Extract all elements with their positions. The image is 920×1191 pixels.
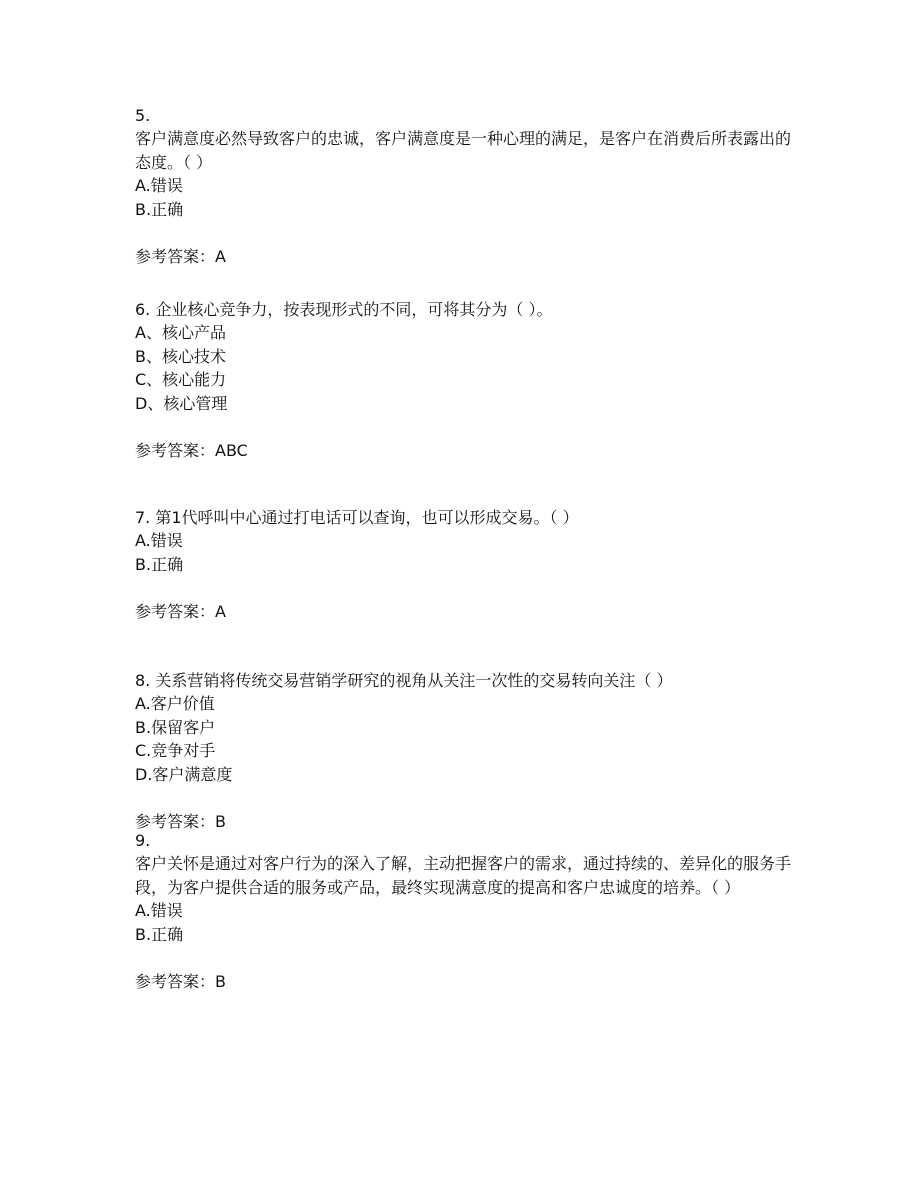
question-stem: 关系营销将传统交易营销学研究的视角从关注一次性的交易转向关注（ ） bbox=[155, 671, 673, 690]
option-c: C.竞争对手 bbox=[135, 741, 216, 761]
option-d: D.客户满意度 bbox=[135, 764, 233, 784]
reference-answer: 参考答案：ABC bbox=[135, 441, 248, 461]
option-a: A.错误 bbox=[135, 901, 183, 921]
option-b: B.正确 bbox=[135, 924, 184, 944]
reference-answer: 参考答案：A bbox=[135, 247, 226, 267]
question-number: 6. bbox=[135, 300, 151, 319]
question-stem: 企业核心竞争力，按表现形式的不同，可将其分为（ ）。 bbox=[155, 300, 553, 319]
option-a: A、核心产品 bbox=[135, 323, 226, 343]
option-b: B.保留客户 bbox=[135, 717, 216, 737]
option-a: A.客户价值 bbox=[135, 694, 215, 714]
question-8 bbox=[135, 669, 795, 832]
question-6 bbox=[135, 298, 795, 506]
question-number: 5. bbox=[135, 106, 151, 125]
question-number: 8. bbox=[135, 671, 151, 690]
question-number: 9. bbox=[135, 831, 151, 850]
option-c: C、核心能力 bbox=[135, 370, 227, 390]
option-b: B、核心技术 bbox=[135, 346, 226, 366]
reference-answer: 参考答案：A bbox=[135, 602, 226, 622]
option-d: D、核心管理 bbox=[135, 393, 228, 413]
option-b: B.正确 bbox=[135, 199, 184, 219]
option-a: A.错误 bbox=[135, 531, 183, 551]
question-list bbox=[135, 104, 795, 993]
reference-answer: 参考答案：B bbox=[135, 812, 226, 832]
question-9 bbox=[135, 829, 795, 993]
question-stem: 客户关怀是通过对客户行为的深入了解，主动把握客户的需求，通过持续的、差异化的服务手段，为客户提供合适的服务或产品，最终实现满意度的提高和客户忠诚度的培养。（ ） bbox=[135, 854, 792, 897]
question-stem: 客户满意度必然导致客户的忠诚，客户满意度是一种心理的满足，是客户在消费后所表露出的态度。（ ） bbox=[135, 129, 792, 172]
question-number: 7. bbox=[135, 508, 151, 527]
option-b: B.正确 bbox=[135, 554, 184, 574]
question-stem: 第1代呼叫中心通过打电话可以查询，也可以形成交易。（ ） bbox=[155, 508, 579, 527]
question-5 bbox=[135, 104, 795, 298]
question-7 bbox=[135, 506, 795, 669]
option-a: A.错误 bbox=[135, 176, 183, 196]
reference-answer: 参考答案：B bbox=[135, 972, 226, 992]
